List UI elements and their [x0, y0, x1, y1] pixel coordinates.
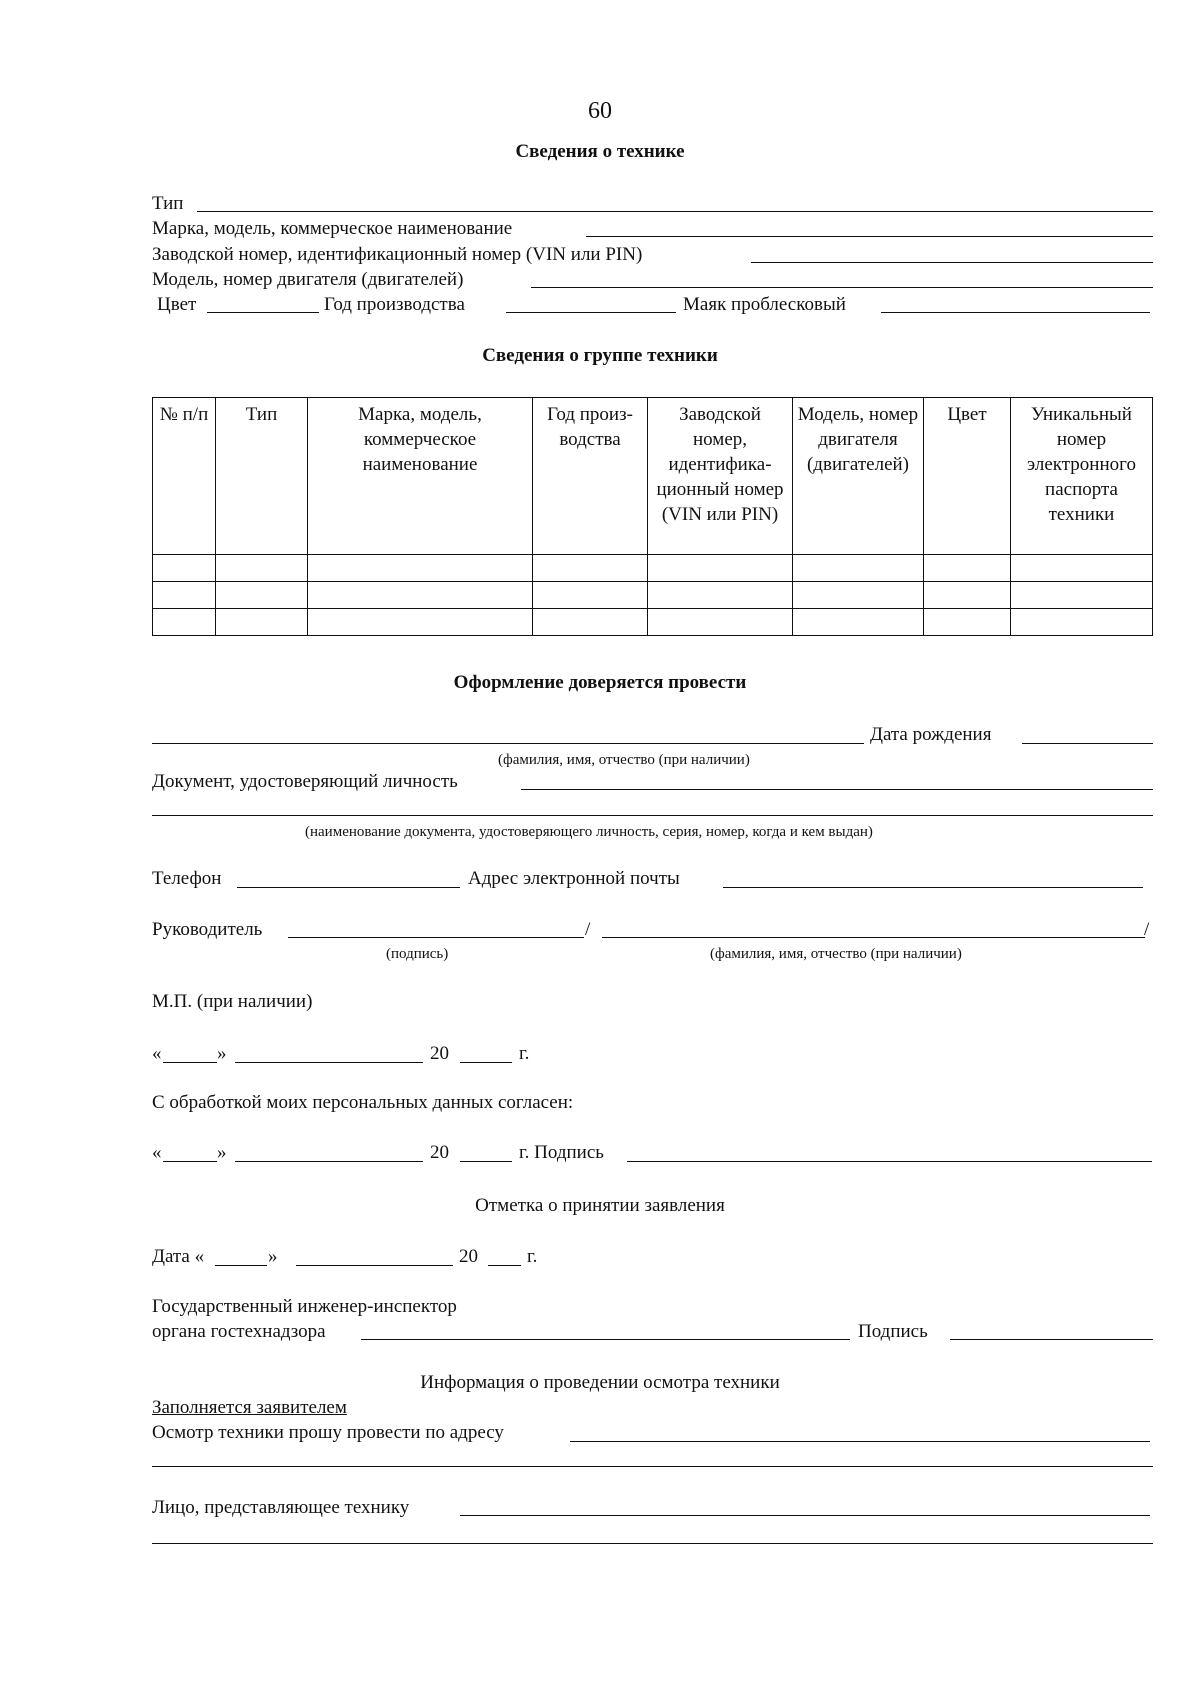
table-cell[interactable]	[793, 555, 924, 582]
type-label: Тип	[152, 193, 184, 214]
inspector-label-line1: Государственный инженер-инспектор	[152, 1296, 457, 1317]
col-header-engine: Модель, номер двигателя (двигателей)	[793, 398, 924, 555]
serial-input[interactable]	[751, 262, 1153, 263]
table-cell[interactable]	[308, 555, 533, 582]
phone-label: Телефон	[152, 868, 222, 889]
table-cell[interactable]	[533, 609, 648, 636]
section-title-inspection: Информация о проведении осмотра техники	[420, 1372, 780, 1393]
engine-label: Модель, номер двигателя (двигателей)	[152, 269, 464, 290]
quote-open: «	[152, 1043, 162, 1064]
year-suffix: г.	[527, 1246, 538, 1267]
inspection-address-input-line2[interactable]	[152, 1466, 1153, 1467]
quote-close: »	[217, 1043, 227, 1064]
engine-input[interactable]	[531, 287, 1153, 288]
brand-input[interactable]	[586, 236, 1153, 237]
phone-input[interactable]	[237, 887, 460, 888]
table-cell[interactable]	[1011, 609, 1153, 636]
color-input[interactable]	[207, 312, 319, 313]
col-header-passport: Уникальный номер электронного паспорта техники	[1011, 398, 1153, 555]
table-cell[interactable]	[153, 609, 216, 636]
year-prefix: 20	[430, 1043, 449, 1064]
table-cell[interactable]	[648, 609, 793, 636]
table-cell[interactable]	[216, 609, 308, 636]
year-input[interactable]	[460, 1062, 512, 1063]
table-cell[interactable]	[924, 609, 1011, 636]
table-cell[interactable]	[924, 555, 1011, 582]
consent-month-input[interactable]	[235, 1161, 423, 1162]
col-header-year: Год произ- водства	[533, 398, 648, 555]
table-cell[interactable]	[308, 609, 533, 636]
section-title-delegate: Оформление доверяется провести	[453, 672, 747, 693]
consent-signature-input[interactable]	[627, 1161, 1152, 1162]
email-label: Адрес электронной почты	[468, 868, 680, 889]
page-number: 60	[588, 98, 612, 124]
col-header-brand: Марка, модель, коммерческое наименование	[308, 398, 533, 555]
table-row	[153, 582, 1153, 609]
inspection-address-input[interactable]	[570, 1441, 1150, 1442]
inspector-name-input[interactable]	[361, 1339, 850, 1340]
id-document-input-line2[interactable]	[152, 815, 1153, 816]
signature-caption: (подпись)	[386, 946, 449, 962]
year-label: Год производства	[324, 294, 465, 315]
table-cell[interactable]	[1011, 582, 1153, 609]
inspector-label-line2: органа гостехнадзора	[152, 1321, 326, 1342]
serial-label: Заводской номер, идентификационный номер (VIN или PIN)	[152, 244, 643, 265]
table-cell[interactable]	[216, 555, 308, 582]
table-cell[interactable]	[1011, 555, 1153, 582]
year-suffix: г.	[519, 1043, 530, 1064]
id-document-caption: (наименование документа, удостоверяющего личность, серия, номер, когда и кем выдан)	[305, 824, 873, 840]
table-row	[153, 609, 1153, 636]
quote-open: «	[152, 1142, 162, 1163]
table-cell[interactable]	[216, 582, 308, 609]
table-cell[interactable]	[924, 582, 1011, 609]
col-header-type: Тип	[216, 398, 308, 555]
col-header-number: № п/п	[153, 398, 216, 555]
consent-year-input[interactable]	[460, 1161, 512, 1162]
slash-separator: /	[585, 919, 591, 940]
table-cell[interactable]	[308, 582, 533, 609]
consent-sign-label: г. Подпись	[519, 1142, 604, 1163]
representative-input[interactable]	[460, 1515, 1150, 1516]
table-cell[interactable]	[648, 555, 793, 582]
section-title-equipment: Сведения о технике	[515, 141, 685, 162]
inspector-sign-label: Подпись	[858, 1321, 928, 1342]
id-document-label: Документ, удостоверяющий личность	[152, 771, 458, 792]
day-input[interactable]	[163, 1062, 217, 1063]
month-input[interactable]	[235, 1062, 423, 1063]
beacon-input[interactable]	[881, 312, 1150, 313]
section-title-group: Сведения о группе техники	[482, 345, 718, 366]
type-input[interactable]	[197, 211, 1153, 212]
acceptance-month-input[interactable]	[296, 1265, 453, 1266]
representative-label: Лицо, представляющее технику	[152, 1497, 410, 1518]
table-cell[interactable]	[533, 555, 648, 582]
table-cell[interactable]	[533, 582, 648, 609]
equipment-group-table	[152, 397, 1153, 636]
year-prefix: 20	[430, 1142, 449, 1163]
section-title-acceptance: Отметка о принятии заявления	[475, 1195, 725, 1216]
email-input[interactable]	[723, 887, 1143, 888]
id-document-input[interactable]	[521, 789, 1153, 790]
head-fio-caption: (фамилия, имя, отчество (при наличии)	[710, 946, 962, 962]
year-input[interactable]	[506, 312, 676, 313]
acceptance-day-input[interactable]	[215, 1265, 267, 1266]
col-header-serial: Заводской номер, идентифика- ционный номер (VIN или PIN)	[648, 398, 793, 555]
inspection-address-label: Осмотр техники прошу провести по адресу	[152, 1422, 504, 1443]
stamp-label: М.П. (при наличии)	[152, 991, 313, 1012]
representative-input-line2[interactable]	[152, 1543, 1153, 1544]
table-cell[interactable]	[793, 609, 924, 636]
table-cell[interactable]	[153, 582, 216, 609]
beacon-label: Маяк проблесковый	[683, 294, 846, 315]
head-label: Руководитель	[152, 919, 263, 940]
delegate-fio-input[interactable]	[152, 743, 864, 744]
col-header-color: Цвет	[924, 398, 1011, 555]
consent-label: С обработкой моих персональных данных согласен:	[152, 1092, 574, 1113]
birth-date-label: Дата рождения	[870, 724, 992, 745]
table-row	[153, 555, 1153, 582]
inspector-signature-input[interactable]	[950, 1339, 1153, 1340]
acceptance-year-input[interactable]	[488, 1265, 521, 1266]
quote-close: »	[268, 1246, 278, 1267]
birth-date-input[interactable]	[1022, 743, 1153, 744]
acceptance-date-label: Дата «	[152, 1246, 205, 1267]
table-cell[interactable]	[793, 582, 924, 609]
slash-separator: /	[1144, 919, 1150, 940]
brand-label: Марка, модель, коммерческое наименование	[152, 218, 513, 239]
head-fio-input[interactable]	[602, 937, 1145, 938]
fio-caption: (фамилия, имя, отчество (при наличии)	[498, 752, 750, 768]
quote-close: »	[217, 1142, 227, 1163]
head-signature-input[interactable]	[288, 937, 584, 938]
filled-by-applicant-note: Заполняется заявителем	[152, 1397, 347, 1418]
color-label: Цвет	[157, 294, 197, 315]
consent-day-input[interactable]	[163, 1161, 217, 1162]
table-cell[interactable]	[153, 555, 216, 582]
year-prefix: 20	[459, 1246, 478, 1267]
table-cell[interactable]	[648, 582, 793, 609]
